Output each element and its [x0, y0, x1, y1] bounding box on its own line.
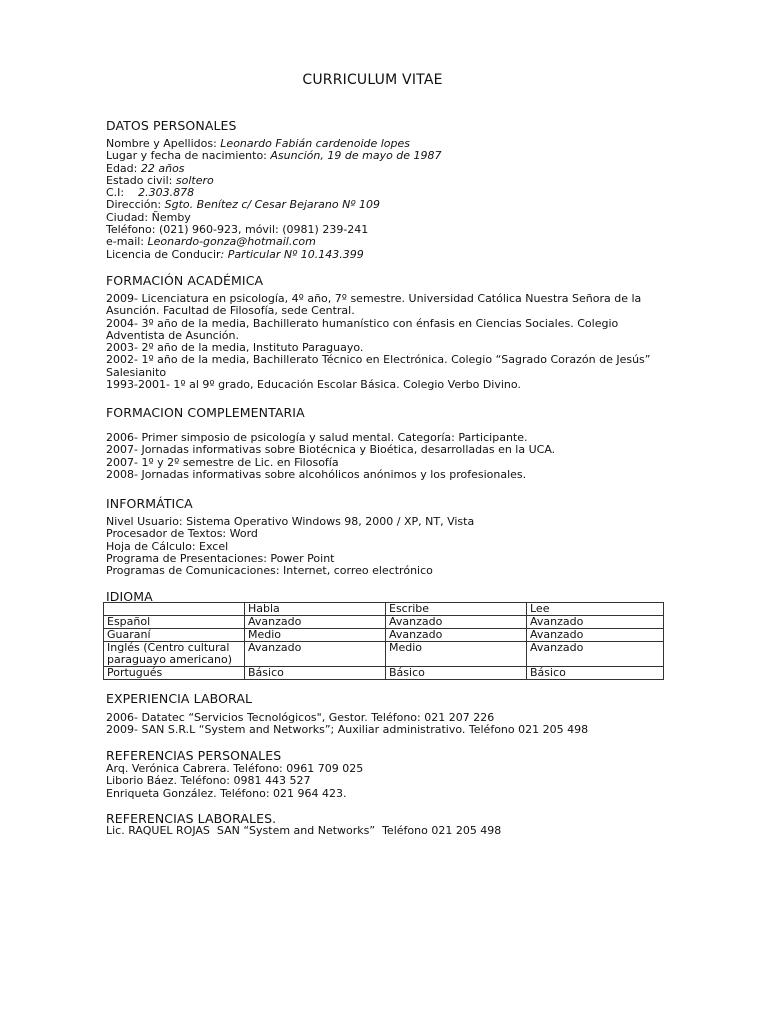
- field-value: soltero: [175, 173, 214, 187]
- computing-item: Programas de Comunicaciones: Internet, correo electrónico: [106, 564, 433, 578]
- reference-item: Enriqueta González. Teléfono: 021 964 423.: [106, 786, 347, 800]
- table-cell: Avanzado: [527, 642, 664, 667]
- work-refs-block: [106, 825, 666, 837]
- field-value: 22 años: [140, 161, 185, 175]
- work-item: 2009- SAN S.R.L “System and Networks”; Auxiliar administrativo. Teléfono 021 205 498: [106, 723, 589, 737]
- field-label: Edad:: [106, 161, 141, 175]
- complementary-item: 2006- Primer simposio de psicología y salud mental. Categoría: Participante.: [106, 431, 528, 444]
- field-label: Ciudad: Ñemby: [106, 210, 191, 224]
- computing-item: Programa de Presentaciones: Power Point: [106, 551, 335, 565]
- complementary-item: 2007- Jornadas informativas sobre Biotécnica y Bioética, desarrolladas en la UCA.: [106, 443, 556, 457]
- personal-refs-heading: REFERENCIAS PERSONALES: [106, 748, 282, 763]
- table-cell: Guaraní: [104, 629, 245, 642]
- table-cell: Básico: [245, 667, 386, 680]
- work-refs-heading: REFERENCIAS LABORALES.: [106, 811, 277, 826]
- field-value: 2.303.878: [138, 186, 195, 200]
- academic-block: [106, 293, 666, 391]
- table-cell: Escribe: [386, 603, 527, 616]
- table-row: [104, 642, 664, 667]
- work-block: [106, 712, 666, 737]
- table-cell: Inglés (Centro cultural paraguayo americano): [104, 642, 245, 667]
- field-label: Nombre y Apellidos:: [106, 137, 221, 150]
- table-cell: Lee: [527, 603, 664, 616]
- academic-item: 2003- 2º año de la media, Instituto Paraguayo.: [106, 341, 364, 355]
- academic-item: 2002- 1º año de la media, Bachillerato Técnico en Electrónica. Colegio “Sagrado Corazón de Jesús” Salesianito: [106, 353, 651, 379]
- complementary-heading: FORMACION COMPLEMENTARIA: [106, 405, 305, 420]
- field-value: : Particular Nº 10.143.399: [220, 247, 364, 261]
- computing-item: Nivel Usuario: Sistema Operativo Windows 98, 2000 / XP, NT, Vista: [106, 515, 475, 528]
- table-cell: [104, 603, 245, 616]
- work-item: 2006- Datatec “Servicios Tecnológicos", Gestor. Teléfono: 021 207 226: [106, 711, 495, 724]
- table-row: [104, 667, 664, 680]
- table-cell: Portugués: [104, 667, 245, 680]
- table-cell: Básico: [386, 667, 527, 680]
- table-cell: Avanzado: [527, 629, 664, 642]
- field-value: Sgto. Benítez c/ Cesar Bejarano Nº 109: [164, 198, 380, 212]
- languages-heading: IDIOMA: [106, 589, 153, 604]
- table-cell: Avanzado: [386, 616, 527, 629]
- reference-item: Lic. RAQUEL ROJAS SAN “System and Networks” Teléfono 021 205 498: [106, 824, 502, 837]
- table-cell: Avanzado: [245, 616, 386, 629]
- academic-item: 1993-2001- 1º al 9º grado, Educación Escolar Básica. Colegio Verbo Divino.: [106, 378, 521, 392]
- academic-heading: FORMACIÓN ACADÉMICA: [106, 273, 264, 288]
- computing-block: [106, 516, 666, 577]
- personal-refs-block: [106, 763, 666, 800]
- document-title: CURRICULUM VITAE: [302, 72, 443, 88]
- field-value: Asunción, 19 de mayo de 1987: [270, 149, 442, 163]
- field-label: Estado civil:: [106, 173, 176, 187]
- complementary-item: 2008- Jornadas informativas sobre alcohólicos anónimos y los profesionales.: [106, 467, 527, 481]
- field-label: Lugar y fecha de nacimiento:: [106, 149, 271, 163]
- table-cell: Medio: [245, 629, 386, 642]
- field-label: Licencia de Conducir: [106, 247, 221, 261]
- table-cell: Avanzado: [245, 642, 386, 667]
- field-label: Dirección:: [106, 198, 165, 212]
- computing-item: Hoja de Cálculo: Excel: [106, 539, 229, 553]
- personal-data-heading: DATOS PERSONALES: [106, 118, 237, 133]
- complementary-item: 2007- 1º y 2º semestre de Lic. en Filosofía: [106, 455, 339, 469]
- table-cell: Español: [104, 616, 245, 629]
- field-label: Teléfono: (021) 960-923, móvil: (0981) 239-241: [106, 223, 369, 237]
- computing-item: Procesador de Textos: Word: [106, 527, 258, 541]
- computing-heading: INFORMÁTICA: [106, 496, 193, 511]
- personal-row: [106, 249, 666, 261]
- field-value: Leonardo Fabián cardenoide lopes: [220, 137, 411, 150]
- table-cell: Medio: [386, 642, 527, 667]
- table-cell: Habla: [245, 603, 386, 616]
- table-cell: Básico: [527, 667, 664, 680]
- personal-row: [106, 150, 666, 162]
- personal-data-block: [106, 138, 666, 261]
- reference-item: Liborio Báez. Teléfono: 0981 443 527: [106, 774, 311, 788]
- work-heading: EXPERIENCIA LABORAL: [106, 691, 253, 706]
- table-row: [104, 629, 664, 642]
- reference-item: Arq. Verónica Cabrera. Teléfono: 0961 709 025: [106, 762, 364, 775]
- academic-item: 2004- 3º año de la media, Bachillerato humanístico con énfasis en Ciencias Sociales. Colegio Adventista de Asunción.: [106, 316, 619, 342]
- table-header-row: [104, 603, 664, 616]
- academic-item: 2009- Licenciatura en psicología, 4º año, 7º semestre. Universidad Católica Nuestra Señora de la Asunción. Facultad de Filosofía, sede Central.: [106, 292, 642, 318]
- table-cell: Avanzado: [527, 616, 664, 629]
- languages-table: [103, 602, 664, 680]
- complementary-block: [106, 432, 666, 481]
- table-cell: Avanzado: [386, 629, 527, 642]
- table-row: [104, 616, 664, 629]
- field-label: C.I:: [106, 186, 139, 200]
- field-label: e-mail:: [106, 235, 148, 249]
- field-value: Leonardo-gonza@hotmail.com: [147, 235, 316, 249]
